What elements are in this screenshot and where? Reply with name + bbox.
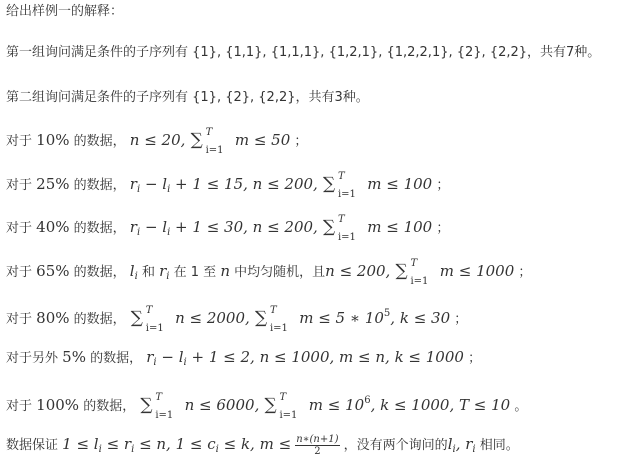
line-constraint-40: 对于 40% 的数据， $r_i - l_i + 1 \le 30$, n ≤ 200, ∑ T i=1 m ≤ 100 ； [6, 214, 450, 243]
summation: ∑ T i=1 [322, 171, 356, 200]
line-constraint-25: 对于 25% 的数据， $r_i - l_i + 1 \le 15$, n ≤ 200, ∑ T i=1 m ≤ 100 ； [6, 171, 450, 200]
summation: ∑ T i=1 [140, 392, 174, 421]
line-query-2: 第二组询问满足条件的子序列有 {1}, {2}, {2,2}，共有3种。 [6, 90, 369, 105]
line-constraint-10: 对于 10% 的数据， n ≤ 20, ∑ T i=1 m ≤ 50 ； [6, 127, 308, 156]
line-constraint-80: 对于 80% 的数据， ∑ T i=1 n ≤ 2000, ∑ T i=1 m ≤ 5 ∗ $10^5$, k ≤ 30 ； [6, 305, 468, 334]
line-intro: 给出样例一的解释： [6, 4, 124, 19]
summation: ∑ T i=1 [395, 258, 429, 287]
summation: ∑ T i=1 [254, 305, 288, 334]
summation: ∑ T i=1 [130, 305, 164, 334]
line-constraint-100: 对于 100% 的数据， ∑ T i=1 n ≤ 6000, ∑ T i=1 $m \le 10^6$, k ≤ 1000, T ≤ 10 。 [6, 392, 528, 421]
line-constraint-65: 对于 65% 的数据， $l_i$ 和 $r_i$ 在 1 至 n 中均匀随机，且n ≤ 200, ∑ T i=1 m ≤ 1000 ； [6, 258, 532, 287]
summation: ∑ T i=1 [264, 392, 298, 421]
line-query-1: 第一组询问满足条件的子序列有 {1}, {1,1}, {1,1,1}, {1,2,1}, {1,2,2,1}, {2}, {2,2}，共有7种。 [6, 45, 601, 60]
summation: ∑ T i=1 [322, 214, 356, 243]
line-constraint-extra-5: 对于另外 5% 的数据， $r_i - l_i + 1 \le 2$, n ≤ 1000, m ≤ n, k ≤ 1000 ； [6, 348, 482, 368]
summation: ∑ T i=1 [190, 127, 224, 156]
fraction: $\frac{n∗(n+1)}{2}$ [296, 434, 339, 457]
line-guarantee: 数据保证 $1 \le l_i \le r_i \le n$, $1 \le c_i \le k$, m ≤ $\frac{n∗(n+1)}{2}$ ，没有两个询问的$l_i$, $r_i$ 相同。 [6, 434, 519, 457]
